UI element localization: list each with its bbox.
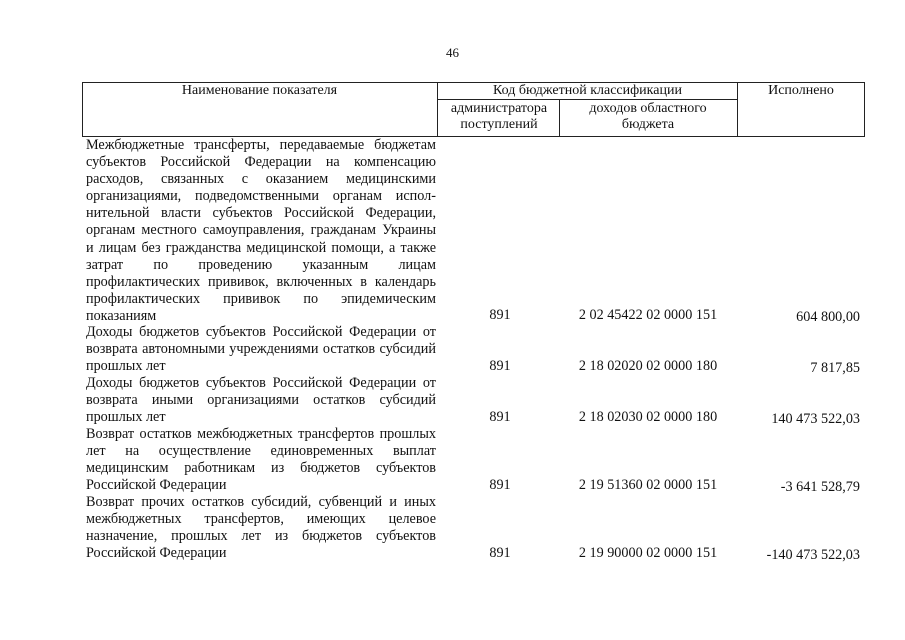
row-2-code: 2 18 02020 02 0000 180: [578, 358, 718, 374]
header-group-split: [437, 99, 738, 100]
row-5-amount: -140 473 522,03: [766, 547, 860, 563]
row-4-code: 2 19 51360 02 0000 151: [578, 477, 718, 493]
header-income-code: доходов областного бюджета: [589, 101, 707, 132]
header-divider-codes: [559, 99, 560, 137]
row-5-name: Возврат прочих остатков субсидий, субвенций и иных межбюджетных трансфертов, имеющих целевое назначение, прошлых лет из бюджетов субъектов Российской Федерации: [86, 494, 436, 562]
row-4-admin: 891: [489, 477, 511, 493]
header-executed: Исполнено: [768, 83, 834, 98]
row-1-admin: 891: [489, 307, 511, 323]
page-number: 46: [446, 45, 459, 60]
row-5-code: 2 19 90000 02 0000 151: [578, 545, 718, 561]
row-4-amount: -3 641 528,79: [780, 479, 860, 495]
row-3-admin: 891: [489, 409, 511, 425]
row-1-name: Межбюджетные трансферты, передаваемые бюджетам субъектов Российской Федерации на компенсацию расходов, связанных с оказанием медицинскими организациями, подведомственными органам исполнительной власти субъектов Российской Федерации, органам местного самоуправления, гражданам Украины и лицам без гражданства медицинской помощи, а также затрат по проведению указанным лицам профилактических прививок, включенных в календарь профилактических прививок по эпидемическим показаниям: [86, 137, 436, 324]
row-4-name: Возврат остатков межбюджетных трансфертов прошлых лет на осуществление единовременных выплат медицинским работникам из бюджетов субъектов Российской Федерации: [86, 426, 436, 494]
header-right-border: [864, 82, 865, 137]
header-admin-code: администратора поступлений: [450, 101, 548, 132]
row-2-admin: 891: [489, 358, 511, 374]
table-header: [82, 82, 865, 137]
row-1-code: 2 02 45422 02 0000 151: [578, 307, 718, 323]
row-2-amount: 7 817,85: [810, 360, 860, 376]
row-3-code: 2 18 02030 02 0000 180: [578, 409, 718, 425]
header-budget-code-group: Код бюджетной классификации: [493, 83, 682, 98]
header-indicator-name: Наименование показателя: [181, 83, 338, 98]
row-3-name: Доходы бюджетов субъектов Российской Федерации от возврата иными организациями остатков субсидий прошлых лет: [86, 375, 436, 426]
row-1-amount: 604 800,00: [796, 309, 860, 325]
row-3-amount: 140 473 522,03: [771, 411, 860, 427]
row-2-name: Доходы бюджетов субъектов Российской Федерации от возврата автономными учреждениями остатков субсидий прошлых лет: [86, 324, 436, 375]
row-5-admin: 891: [489, 545, 511, 561]
